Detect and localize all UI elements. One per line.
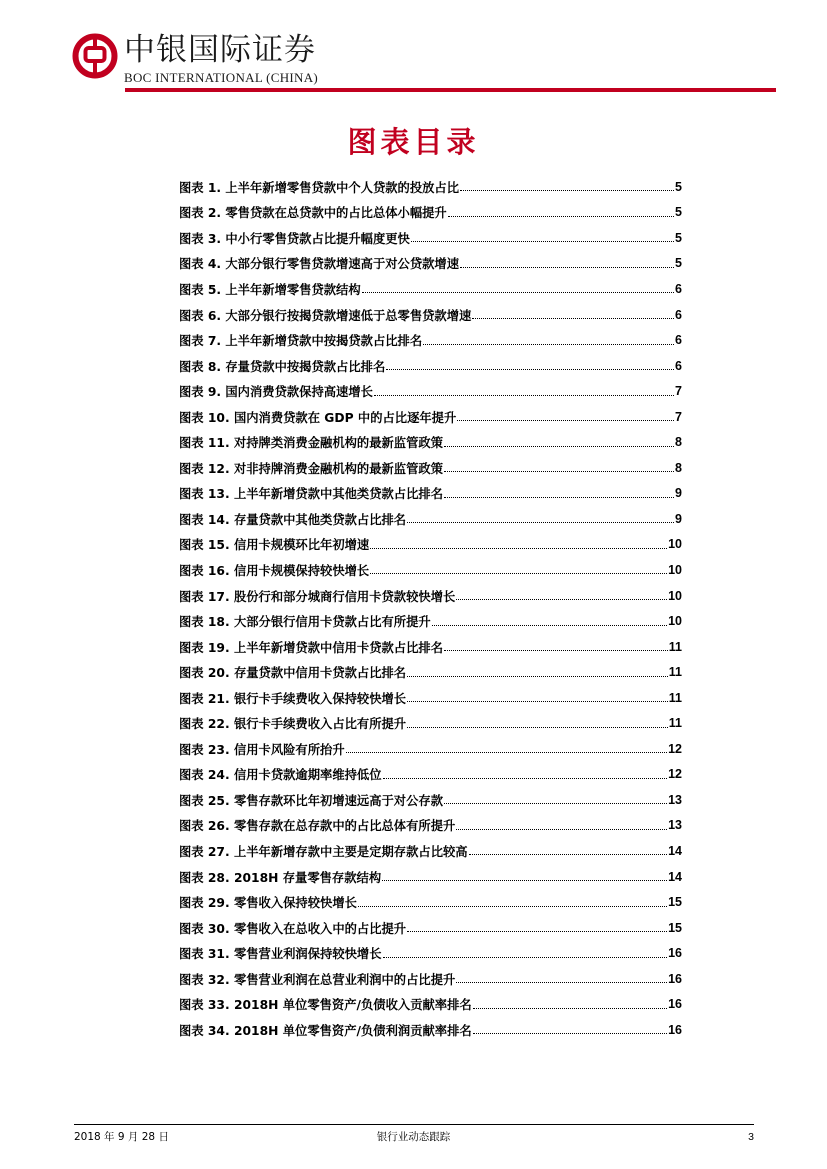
toc-entry-label: 图表 28. 2018H 存量零售存款结构 [179, 870, 382, 885]
toc-entry-label: 图表 27. 上半年新增存款中主要是定期存款占比较高 [179, 844, 468, 859]
toc-dot-leader [407, 931, 667, 932]
toc-dot-leader [362, 292, 674, 293]
toc-dot-leader [444, 471, 674, 472]
toc-entry-label: 图表 32. 零售营业利润在总营业利润中的占比提升 [179, 972, 456, 987]
header-divider [125, 88, 776, 92]
toc-entry-page: 16 [668, 971, 682, 986]
toc-entry-page: 7 [675, 384, 682, 399]
toc-entry[interactable] [179, 915, 682, 941]
toc-entry[interactable] [179, 710, 682, 736]
toc-entry[interactable] [179, 429, 682, 455]
toc-entry[interactable] [179, 864, 682, 890]
toc-entry-label: 图表 33. 2018H 单位零售资产/负债收入贡献率排名 [179, 998, 472, 1013]
toc-entry-page: 16 [668, 997, 682, 1012]
toc-entry[interactable] [179, 481, 682, 507]
toc-entry-page: 12 [668, 767, 682, 782]
footer-report-type: 银行业动态跟踪 [376, 1131, 451, 1143]
toc-entry-label: 图表 9. 国内消费贷款保持高速增长 [179, 385, 373, 400]
toc-dot-leader [444, 497, 674, 498]
toc-dot-leader [383, 957, 668, 958]
footer-date: 2018 年 9 月 28 日 [74, 1131, 169, 1143]
toc-entry-page: 9 [675, 486, 682, 501]
toc-entry-label: 图表 10. 国内消费贷款在 GDP 中的占比逐年提升 [179, 410, 457, 425]
toc-entry[interactable] [179, 762, 682, 788]
toc-entry-label: 图表 24. 信用卡贷款逾期率维持低位 [179, 768, 382, 783]
toc-dot-leader [444, 446, 674, 447]
toc-entry[interactable] [179, 174, 682, 200]
toc-entry-label: 图表 2. 零售贷款在总贷款中的占比总体小幅提升 [179, 206, 447, 221]
toc-entry[interactable] [179, 302, 682, 328]
toc-entry[interactable] [179, 532, 682, 558]
toc-dot-leader [432, 625, 667, 626]
toc-entry[interactable] [179, 736, 682, 762]
toc-entry-page: 14 [668, 869, 682, 884]
toc-entry[interactable] [179, 659, 682, 685]
toc-dot-leader [460, 267, 674, 268]
toc-dot-leader [407, 676, 668, 677]
toc-entry-page: 11 [668, 665, 682, 680]
toc-entry[interactable] [179, 557, 682, 583]
toc-dot-leader [383, 778, 668, 779]
toc-entry[interactable] [179, 506, 682, 532]
toc-entry[interactable] [179, 276, 682, 302]
toc-entry-label: 图表 17. 股份行和部分城商行信用卡贷款较快增长 [179, 589, 456, 604]
toc-entry-page: 7 [675, 409, 682, 424]
toc-entry[interactable] [179, 992, 682, 1018]
toc-entry-label: 图表 26. 零售存款在总存款中的占比总体有所提升 [179, 819, 456, 834]
toc-dot-leader [370, 573, 667, 574]
toc-entry-page: 14 [668, 843, 682, 858]
toc-entry-page: 6 [675, 333, 682, 348]
toc-entry-page: 5 [675, 205, 682, 220]
toc-entry-label: 图表 14. 存量贷款中其他类贷款占比排名 [179, 512, 407, 527]
toc-entry[interactable] [179, 455, 682, 481]
toc-entry[interactable] [179, 685, 682, 711]
brand-name-cn: 中银国际证券 [124, 32, 316, 68]
toc-entry[interactable] [179, 634, 682, 660]
toc-dot-leader [457, 420, 674, 421]
toc-dot-leader [460, 190, 674, 191]
toc-entry-page: 5 [675, 179, 682, 194]
toc-entry-page: 10 [668, 614, 682, 629]
toc-entry-page: 13 [668, 818, 682, 833]
toc-entry-page: 9 [675, 511, 682, 526]
toc-entry-page: 10 [668, 562, 682, 577]
footer-divider [74, 1124, 754, 1125]
toc-dot-leader [469, 854, 668, 855]
toc-dot-leader [473, 1033, 667, 1034]
toc-dot-leader [423, 344, 674, 345]
toc-entry[interactable] [179, 353, 682, 379]
toc-entry[interactable] [179, 404, 682, 430]
toc-dot-leader [407, 727, 668, 728]
toc-entry-label: 图表 13. 上半年新增贷款中其他类贷款占比排名 [179, 487, 443, 502]
toc-entry-page: 11 [668, 639, 682, 654]
toc-entry-page: 15 [668, 895, 682, 910]
table-of-figures [179, 174, 682, 1043]
toc-entry-label: 图表 23. 信用卡风险有所抬升 [179, 742, 345, 757]
toc-entry[interactable] [179, 608, 682, 634]
toc-entry-page: 8 [675, 460, 682, 475]
toc-dot-leader [472, 318, 674, 319]
toc-entry-page: 13 [668, 792, 682, 807]
toc-entry-page: 10 [668, 588, 682, 603]
toc-entry-label: 图表 3. 中小行零售贷款占比提升幅度更快 [179, 231, 410, 246]
toc-entry-label: 图表 7. 上半年新增贷款中按揭贷款占比排名 [179, 334, 423, 349]
toc-entry-page: 10 [668, 537, 682, 552]
toc-dot-leader [358, 906, 667, 907]
toc-entry[interactable] [179, 378, 682, 404]
toc-entry-page: 8 [675, 435, 682, 450]
toc-entry-label: 图表 31. 零售营业利润保持较快增长 [179, 947, 382, 962]
toc-dot-leader [382, 880, 667, 881]
toc-entry-label: 图表 30. 零售收入在总收入中的占比提升 [179, 921, 407, 936]
toc-dot-leader [374, 395, 674, 396]
page-title: 图表目录 [347, 125, 480, 159]
toc-entry-label: 图表 21. 银行卡手续费收入保持较快增长 [179, 691, 407, 706]
toc-entry-page: 11 [668, 690, 682, 705]
toc-entry-label: 图表 19. 上半年新增贷款中信用卡贷款占比排名 [179, 640, 443, 655]
toc-entry[interactable] [179, 583, 682, 609]
toc-entry-label: 图表 22. 银行卡手续费收入占比有所提升 [179, 717, 407, 732]
toc-entry[interactable] [179, 251, 682, 277]
toc-entry-page: 15 [668, 920, 682, 935]
toc-entry-label: 图表 5. 上半年新增零售贷款结构 [179, 282, 361, 297]
toc-entry[interactable] [179, 787, 682, 813]
toc-entry-page: 16 [668, 1022, 682, 1037]
toc-entry-label: 图表 15. 信用卡规模环比年初增速 [179, 538, 370, 553]
toc-dot-leader [456, 982, 667, 983]
toc-dot-leader [444, 650, 668, 651]
toc-entry-page: 5 [675, 230, 682, 245]
boc-coin-logo-icon [72, 33, 118, 79]
toc-entry-page: 12 [668, 741, 682, 756]
toc-dot-leader [370, 548, 667, 549]
toc-entry-label: 图表 16. 信用卡规模保持较快增长 [179, 563, 370, 578]
toc-dot-leader [386, 369, 674, 370]
toc-entry-page: 6 [675, 358, 682, 373]
toc-entry-label: 图表 34. 2018H 单位零售资产/负债利润贡献率排名 [179, 1023, 472, 1038]
toc-entry-page: 6 [675, 307, 682, 322]
toc-entry[interactable] [179, 813, 682, 839]
toc-dot-leader [444, 803, 667, 804]
toc-dot-leader [407, 522, 674, 523]
toc-entry[interactable] [179, 1017, 682, 1043]
toc-entry-label: 图表 6. 大部分银行按揭贷款增速低于总零售贷款增速 [179, 308, 472, 323]
toc-entry-label: 图表 8. 存量贷款中按揭贷款占比排名 [179, 359, 386, 374]
toc-entry-label: 图表 4. 大部分银行零售贷款增速高于对公贷款增速 [179, 257, 460, 272]
toc-entry[interactable] [179, 966, 682, 992]
toc-entry-label: 图表 20. 存量贷款中信用卡贷款占比排名 [179, 666, 407, 681]
toc-dot-leader [473, 1008, 667, 1009]
toc-entry[interactable] [179, 327, 682, 353]
toc-entry[interactable] [179, 838, 682, 864]
toc-entry[interactable] [179, 225, 682, 251]
toc-entry-label: 图表 1. 上半年新增零售贷款中个人贷款的投放占比 [179, 180, 460, 195]
toc-entry-label: 图表 29. 零售收入保持较快增长 [179, 896, 357, 911]
toc-entry[interactable] [179, 889, 682, 915]
toc-entry-label: 图表 18. 大部分银行信用卡贷款占比有所提升 [179, 615, 431, 630]
toc-entry[interactable] [179, 940, 682, 966]
toc-entry-label: 图表 11. 对持牌类消费金融机构的最新监管政策 [179, 436, 443, 451]
toc-entry-page: 11 [668, 716, 682, 731]
toc-entry-page: 6 [675, 281, 682, 296]
toc-entry-label: 图表 12. 对非持牌消费金融机构的最新监管政策 [179, 461, 443, 476]
toc-dot-leader [411, 241, 674, 242]
toc-dot-leader [456, 829, 667, 830]
toc-dot-leader [456, 599, 667, 600]
toc-dot-leader [407, 701, 668, 702]
toc-dot-leader [346, 752, 667, 753]
toc-dot-leader [448, 216, 674, 217]
footer-page-number: 3 [748, 1131, 754, 1143]
toc-entry[interactable] [179, 200, 682, 226]
toc-entry-page: 5 [675, 256, 682, 271]
toc-entry-label: 图表 25. 零售存款环比年初增速远高于对公存款 [179, 793, 443, 808]
toc-entry-page: 16 [668, 946, 682, 961]
brand-name-en: BOC INTERNATIONAL (CHINA) [124, 70, 319, 85]
